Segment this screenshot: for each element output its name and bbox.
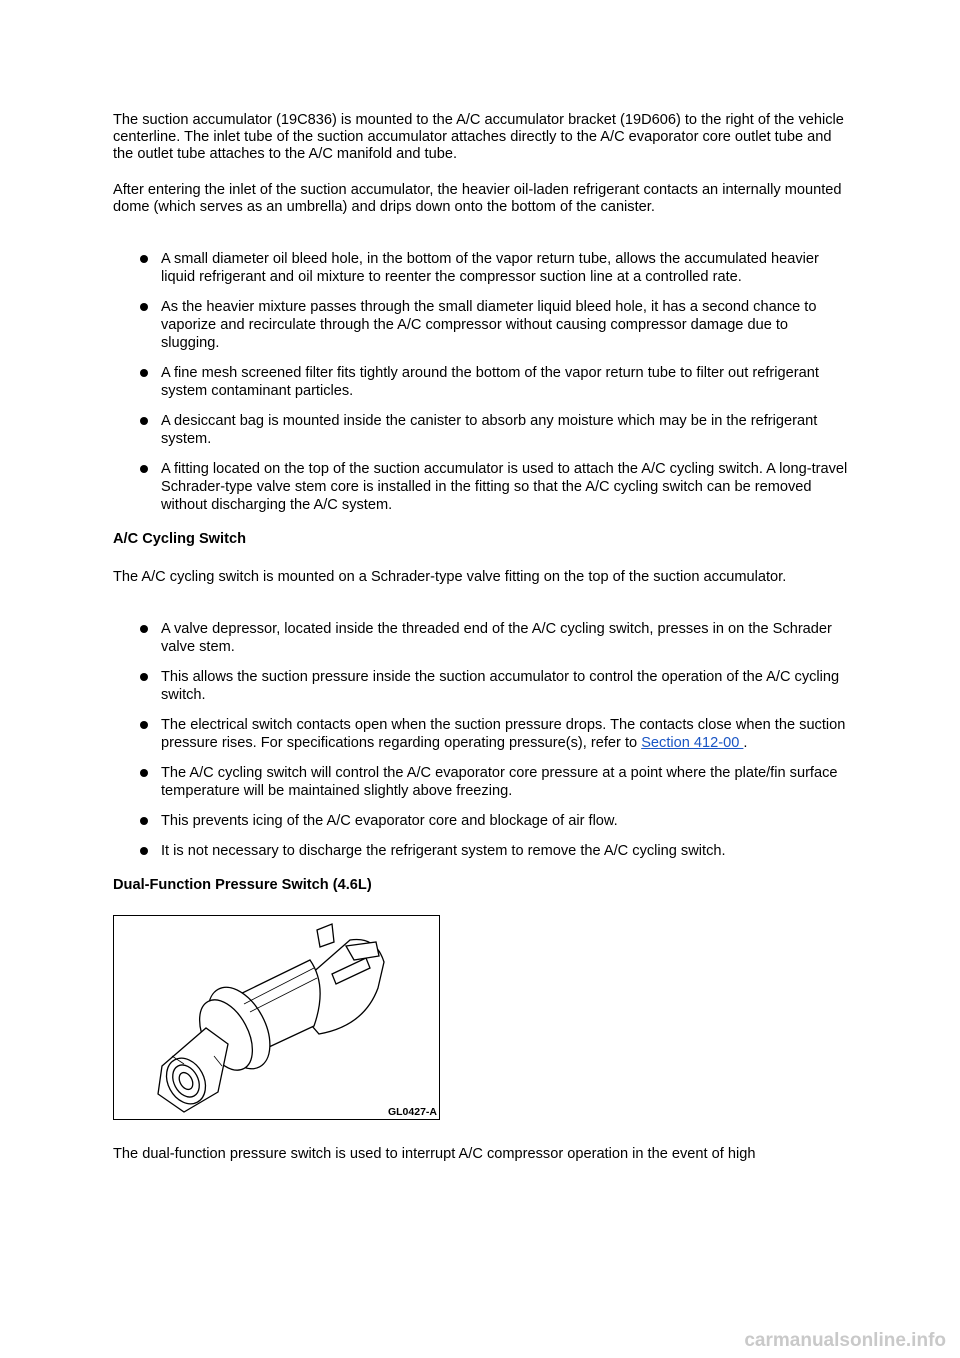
bullet-dot-icon bbox=[140, 625, 148, 633]
section-heading-dual-function: Dual-Function Pressure Switch (4.6L) bbox=[113, 877, 372, 893]
list-item: It is not necessary to discharge the refrigerant system to remove the A/C cycling switch. bbox=[140, 842, 848, 860]
connector-tab-upper bbox=[317, 924, 334, 947]
section-heading-cycling-switch: A/C Cycling Switch bbox=[113, 531, 246, 547]
list-item: As the heavier mixture passes through the small diameter liquid bleed hole, it has a second chance to vaporize and recirculate through the A/C compressor without causing compressor damage due to slugging. bbox=[140, 298, 848, 352]
page-content bbox=[113, 112, 848, 1182]
bullet-dot-icon bbox=[140, 721, 148, 729]
watermark-text: carmanualsonline.info bbox=[744, 1330, 946, 1351]
list-item: This prevents icing of the A/C evaporator core and blockage of air flow. bbox=[140, 812, 848, 830]
paragraph-cycling-switch-intro: The A/C cycling switch is mounted on a Schrader-type valve fitting on the top of the suction accumulator. bbox=[113, 569, 787, 585]
cycling-switch-bullet-list bbox=[113, 605, 848, 860]
paragraph-suction-accumulator: The suction accumulator (19C836) is mounted to the A/C accumulator bracket (19D606) to the right of the vehicle centerline. The inlet tube of the suction accumulator attaches directly to the A/C evaporator core outlet tube and the outlet tube attaches to the A/C manifold and tube. bbox=[113, 112, 844, 162]
pressure-switch-illustration bbox=[114, 916, 439, 1119]
bullet-dot-icon bbox=[140, 369, 148, 377]
bullet-dot-icon bbox=[140, 673, 148, 681]
paragraph-refrigerant-flow: After entering the inlet of the suction accumulator, the heavier oil-laden refrigerant contacts an internally mounted dome (which serves as an umbrella) and drips down onto the bottom of the canister. bbox=[113, 182, 842, 215]
paragraph-dual-function: The dual-function pressure switch is used to interrupt A/C compressor operation in the event of high bbox=[113, 1146, 756, 1162]
bullet-dot-icon bbox=[140, 417, 148, 425]
bullet-dot-icon bbox=[140, 769, 148, 777]
bullet-dot-icon bbox=[140, 255, 148, 263]
list-item: A fitting located on the top of the suction accumulator is used to attach the A/C cycling switch. A long-travel Schrader-type valve stem core is installed in the fitting so that the A/C cycling switch can be removed without discharging the A/C system. bbox=[140, 460, 848, 514]
bullet-dot-icon bbox=[140, 465, 148, 473]
bullet-dot-icon bbox=[140, 303, 148, 311]
figure-id-label: GL0427-A bbox=[387, 1106, 437, 1118]
pressure-switch-figure bbox=[113, 915, 440, 1120]
list-item: A small diameter oil bleed hole, in the bottom of the vapor return tube, allows the accumulated heavier liquid refrigerant and oil mixture to reenter the compressor suction line at a controlled rate. bbox=[140, 250, 848, 286]
accumulator-bullet-list bbox=[113, 235, 848, 514]
bullet-dot-icon bbox=[140, 817, 148, 825]
list-item: The electrical switch contacts open when the suction pressure drops. The contacts close when the suction pressure rises. For specifications regarding operating pressure(s), refer to Section 412-00 . bbox=[140, 716, 848, 752]
bullet-dot-icon bbox=[140, 847, 148, 855]
list-item: A valve depressor, located inside the threaded end of the A/C cycling switch, presses in on the Schrader valve stem. bbox=[140, 620, 848, 656]
list-item: A desiccant bag is mounted inside the canister to absorb any moisture which may be in the refrigerant system. bbox=[140, 412, 848, 448]
list-item: A fine mesh screened filter fits tightly around the bottom of the vapor return tube to filter out refrigerant system contaminant particles. bbox=[140, 364, 848, 400]
section-412-00-link[interactable]: Section 412-00 bbox=[641, 735, 744, 751]
list-item: This allows the suction pressure inside the suction accumulator to control the operation of the A/C cycling switch. bbox=[140, 668, 848, 704]
list-item: The A/C cycling switch will control the A/C evaporator core pressure at a point where the plate/fin surface temperature will be maintained slightly above freezing. bbox=[140, 764, 848, 800]
